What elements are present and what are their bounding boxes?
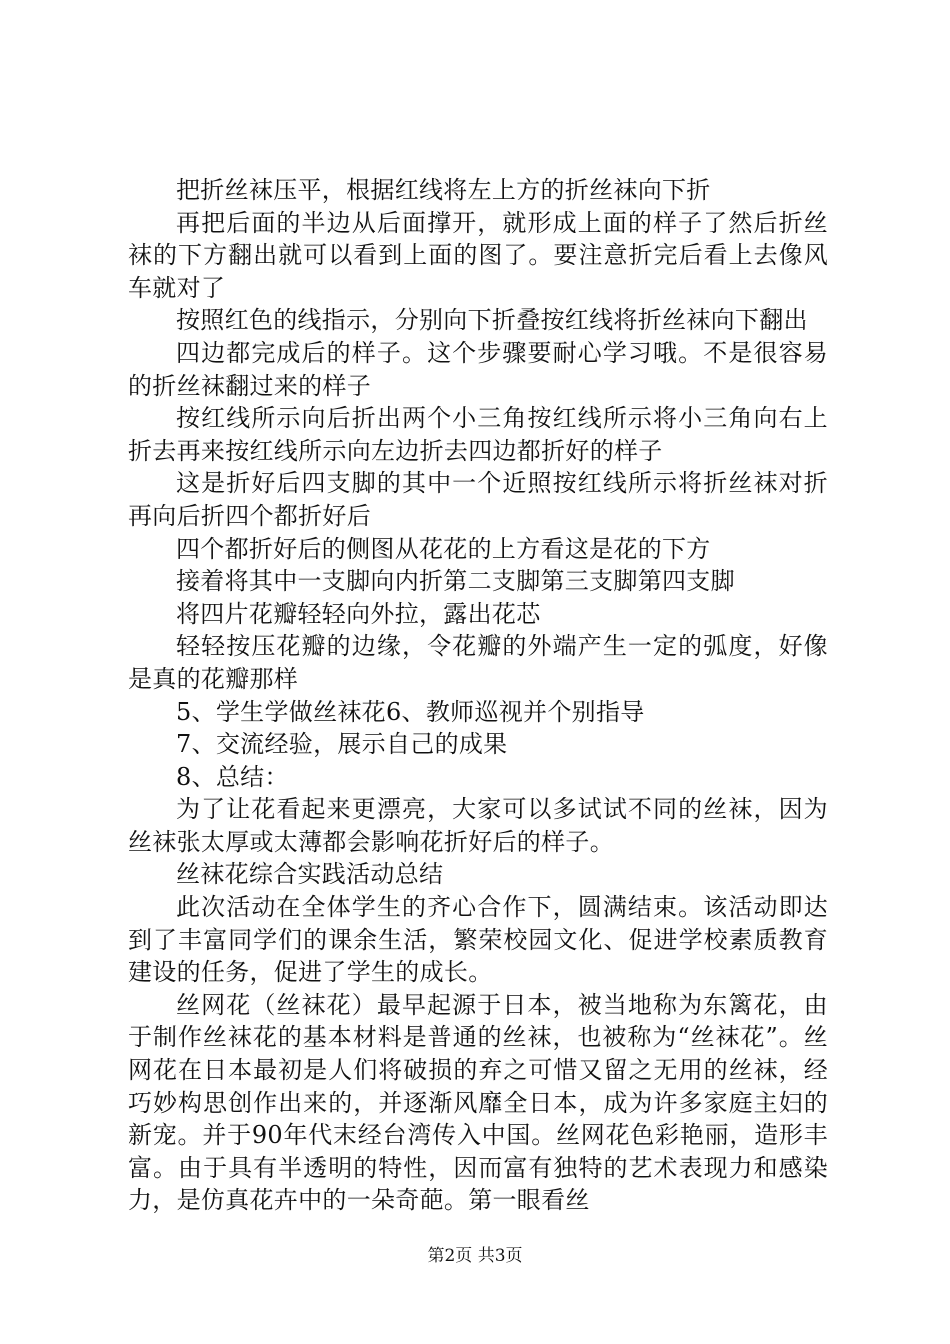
paragraph: 为了让花看起来更漂亮，大家可以多试试不同的丝袜，因为丝袜张太厚或太薄都会影响花折好后的样子。	[128, 795, 828, 856]
paragraph: 丝网花（丝袜花）最早起源于日本，被当地称为东篱花，由于制作丝袜花的基本材料是普通的丝袜，也被称为“丝袜花”。丝网花在日本最初是人们将破损的弃之可惜又留之无用的丝袜，经巧妙构思创作出来的，并逐渐风靡全日本，成为许多家庭主妇的新宠。并于90年代末经台湾传入中国。丝网花色彩艳丽，造形丰富。由于具有半透明的特性，因而富有独特的艺术表现力和感染力，是仿真花卉中的一朵奇葩。第一眼看丝	[128, 990, 828, 1215]
page-footer	[0, 1245, 950, 1267]
paragraph: 将四片花瓣轻轻向外拉，露出花芯	[176, 599, 541, 628]
paragraph: 把折丝袜压平，根据红线将左上方的折丝袜向下折	[176, 176, 711, 204]
paragraph: 再把后面的半边从后面撑开，就形成上面的样子了然后折丝袜的下方翻出就可以看到上面的图了。要注意折完后看上去像风车就对了	[128, 208, 828, 302]
page-number: 第2页 共3页	[427, 1246, 523, 1266]
paragraph: 四个都折好后的侧图从花花的上方看这是花的下方	[176, 534, 711, 563]
paragraph: 7、交流经验，展示自己的成果	[176, 730, 508, 759]
document-body	[128, 174, 828, 1217]
paragraph: 5、学生学做丝袜花6、教师巡视并个别指导	[176, 697, 645, 726]
paragraph: 四边都完成后的样子。这个步骤要耐心学习哦。不是很容易的折丝袜翻过来的样子	[128, 338, 828, 400]
paragraph: 轻轻按压花瓣的边缘，令花瓣的外端产生一定的弧度，好像是真的花瓣那样	[128, 632, 828, 693]
paragraph: 8、总结：	[176, 762, 289, 791]
paragraph: 这是折好后四支脚的其中一个近照按红线所示将折丝袜对折再向后折四个都折好后	[128, 469, 828, 530]
paragraph: 按照红色的线指示，分别向下折叠按红线将折丝袜向下翻出	[176, 306, 808, 335]
paragraph: 接着将其中一支脚向内折第二支脚第三支脚第四支脚	[176, 567, 735, 596]
section-heading: 丝袜花综合实践活动总结	[176, 860, 444, 889]
paragraph: 此次活动在全体学生的齐心合作下，圆满结束。该活动即达到了丰富同学们的课余生活，繁荣校园文化、促进学校素质教育建设的任务，促进了学生的成长。	[128, 893, 828, 987]
paragraph: 按红线所示向后折出两个小三角按红线所示将小三角向右上折去再来按红线所示向左边折去四边都折好的样子	[128, 404, 828, 465]
